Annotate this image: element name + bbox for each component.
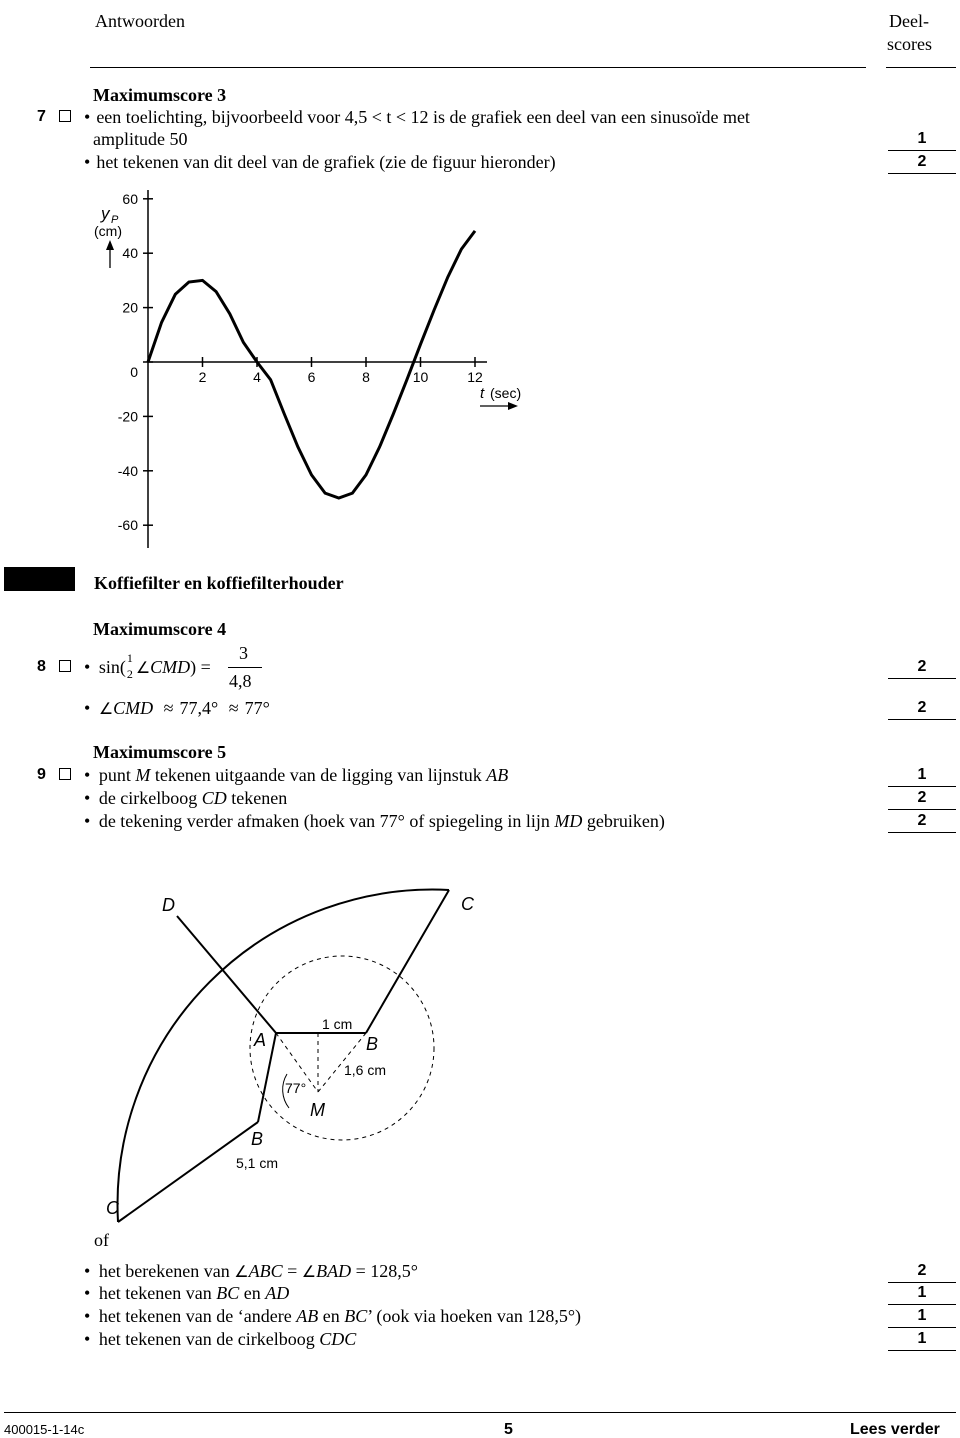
q8-line2: • ∠CMD ≈ 77,4° ≈ 77° [84, 698, 270, 718]
approx-icon: ≈ [163, 698, 174, 718]
q8-number: 8 [37, 658, 46, 675]
q9-line3: • de tekening verder afmaken (hoek van 77° of spiegeling in lijn MD gebruiken) [84, 811, 665, 831]
alt-score1: 2 [888, 1261, 956, 1283]
q7-line2: • het tekenen van dit deel van de grafiek (zie de figuur hieronder) [84, 151, 556, 173]
alt-line4a: het tekenen van de cirkelboog [98, 1329, 320, 1349]
q7-line1: • een toelichting, bijvoorbeeld voor 4,5 < t < 12 is de grafiek een deel van een sinusoïde met [84, 106, 750, 128]
q8-score1: 2 [888, 657, 956, 679]
segment-BC-left [118, 1122, 258, 1222]
q8-close-eq: ) = [190, 657, 211, 677]
alt-line1c: = [282, 1261, 302, 1281]
q9-checkbox [59, 768, 71, 780]
q9-line2a: de cirkelboog [98, 788, 202, 808]
len-ab-left: 5,1 cm [236, 1155, 279, 1171]
segment-CB-right [366, 890, 449, 1033]
x-axis-label-unit: (sec) [490, 385, 522, 401]
len-bm: 1,6 cm [344, 1062, 387, 1078]
label-A: A [254, 1030, 267, 1050]
q8-half-num: 1 [126, 651, 133, 665]
q8-checkbox [59, 660, 71, 672]
alt-line1e: = 128,5° [351, 1261, 418, 1281]
alt-score3: 1 [888, 1306, 956, 1328]
y-tick-label: 0 [130, 364, 138, 380]
q8-line2-v1: 77,4° [179, 698, 219, 718]
q8-score2: 2 [888, 698, 956, 720]
x-tick-label: 10 [412, 369, 429, 385]
label-C-bottom: C [106, 1198, 119, 1218]
q9-line1m: M [135, 765, 151, 785]
q9-line3b: gebruiken) [582, 811, 665, 831]
alt-line1b: ABC [248, 1261, 283, 1281]
q9-line1: • punt M tekenen uitgaande van de ligging van lijnstuk AB [84, 765, 509, 785]
q9-score1: 1 [888, 765, 956, 787]
q7-max-score: Maximumscore 3 [93, 85, 227, 105]
alt-line2: • het tekenen van BC en AD [84, 1283, 290, 1303]
x-tick-label: 6 [307, 369, 316, 385]
q9-number: 9 [37, 766, 46, 783]
alt-line1: • het berekenen van ∠ABC = ∠BAD = 128,5° [84, 1261, 418, 1281]
q8-half-den: 2 [126, 667, 133, 681]
label-D: D [162, 895, 175, 915]
q8-frac-den: 4,8 [229, 671, 252, 691]
q9-line2cd: CD [201, 788, 227, 808]
y-tick-label: 60 [122, 190, 138, 207]
dashed-circle [250, 956, 434, 1140]
y-tick-label: 40 [122, 245, 138, 262]
q9-line3md: MD [554, 811, 583, 831]
q7-score2: 2 [888, 152, 956, 174]
q7-score1: 1 [888, 129, 956, 151]
len-ab-top: 1 cm [322, 1016, 353, 1032]
alt-line3e: ’ (ook via hoeken van 128,5°) [367, 1306, 582, 1326]
label-M: M [310, 1100, 325, 1120]
approx-icon: ≈ [228, 698, 239, 718]
dashed-AM [276, 1033, 318, 1092]
header-right-2: scores [887, 34, 932, 54]
q7-number: 7 [37, 108, 46, 125]
q8-frac-bar [228, 667, 262, 668]
q8-max-score: Maximumscore 4 [93, 619, 227, 639]
outer-arc [118, 890, 449, 1222]
q8-frac-num: 3 [239, 643, 248, 663]
alt-line4b: CDC [319, 1329, 357, 1349]
section-title: Koffiefilter en koffiefilterhouder [94, 573, 344, 593]
footer-code: 400015-1-14c [4, 1422, 85, 1437]
label-B-right: B [366, 1034, 379, 1054]
x-tick-label: 12 [467, 369, 483, 385]
angle-label: 77° [285, 1080, 307, 1096]
y-axis-label-var: y [101, 204, 110, 223]
q9-line2: • de cirkelboog CD tekenen [84, 788, 288, 808]
label-B-left: B [251, 1129, 264, 1149]
alt-line1a: het berekenen van [98, 1261, 235, 1281]
angle-icon: ∠ [301, 1262, 317, 1281]
angle-icon: ∠ [234, 1262, 249, 1281]
alt-line2b: BC [216, 1283, 240, 1303]
y-tick-label: -20 [117, 408, 138, 425]
sine-graph [0, 0, 960, 560]
x-axis-arrow-icon [480, 402, 518, 410]
y-axis-label-unit: (cm) [94, 223, 122, 239]
alt-line1d: BAD [316, 1261, 352, 1281]
q9-line3a: de tekening verder afmaken (hoek van 77° of spiegeling in lijn [98, 811, 555, 831]
q9-line1a: punt [98, 765, 136, 785]
q8-line2-angle: CMD [113, 698, 154, 718]
angle-icon: ∠ [98, 699, 114, 718]
q8-line1: • sin( 1 2 ∠CMD) = [84, 656, 211, 679]
alt-line4: • het tekenen van de cirkelboog CDC [84, 1329, 357, 1349]
alt-score2: 1 [888, 1283, 956, 1305]
y-tick-label: 20 [122, 299, 138, 316]
footer-rule [4, 1412, 956, 1413]
q8-angle-name: CMD [150, 657, 191, 677]
alt-line3b: AB [296, 1306, 319, 1326]
y-tick-label: -40 [117, 462, 138, 479]
q9-max-score: Maximumscore 5 [93, 742, 227, 762]
header-right-1: Deel- [889, 11, 929, 31]
q8-line2-v2: 77° [244, 698, 270, 718]
q7-line1b: amplitude 50 [93, 129, 188, 149]
dashed-BM [318, 1033, 366, 1092]
q8-sin: sin( [98, 657, 126, 677]
q9-score3: 2 [888, 811, 956, 833]
footer-next: Lees verder [850, 1421, 940, 1438]
label-C-top: C [461, 894, 474, 914]
x-tick-label: 4 [253, 369, 261, 385]
header-left: Antwoorden [95, 11, 185, 31]
q9-line1ab: AB [486, 765, 509, 785]
alt-line3d: BC [344, 1306, 368, 1326]
y-axis-label-sub: P [111, 214, 119, 226]
section-marker [4, 567, 75, 591]
x-axis-label-var: t [480, 385, 485, 402]
q9-score2: 2 [888, 788, 956, 810]
alt-line3a: het tekenen van de ‘andere [98, 1306, 297, 1326]
q9-line1b: tekenen uitgaande van de ligging van lijnstuk [150, 765, 487, 785]
q8-half [126, 651, 136, 681]
alt-score4: 1 [888, 1329, 956, 1351]
x-tick-label: 8 [362, 369, 370, 385]
alt-line3: • het tekenen van de ‘andere AB en BC’ (ook via hoeken van 128,5°) [84, 1306, 582, 1326]
y-tick-label: -60 [117, 517, 138, 534]
alt-line2d: AD [265, 1283, 290, 1303]
segment-DA [177, 916, 276, 1033]
footer-page: 5 [504, 1421, 513, 1438]
alt-line2a: het tekenen van [98, 1283, 217, 1303]
angle-icon: ∠ [135, 658, 151, 677]
alt-line3c: en [318, 1306, 345, 1326]
alt-line2c: en [239, 1283, 266, 1303]
angle-arc [283, 1074, 289, 1108]
segment-AB-left [258, 1033, 276, 1122]
x-tick-label: 2 [198, 369, 207, 385]
q9-line2b: tekenen [226, 788, 288, 808]
y-axis-arrow-icon [106, 240, 114, 268]
alt-of: of [94, 1230, 109, 1250]
